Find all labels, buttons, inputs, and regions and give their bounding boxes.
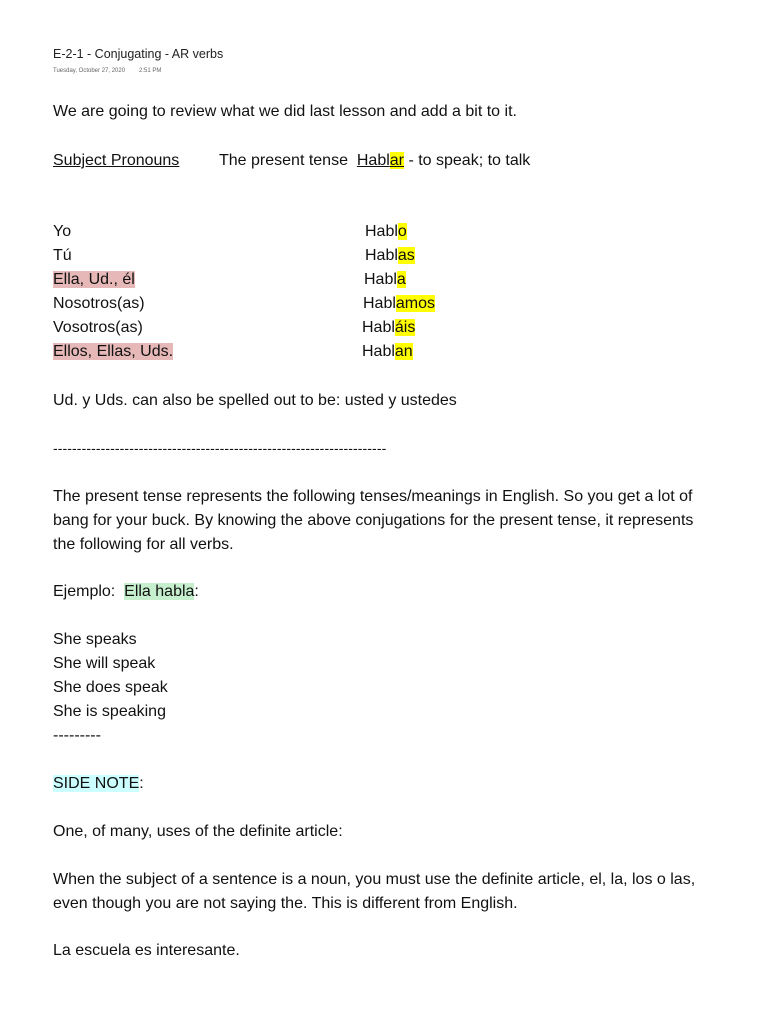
conjugation-yo [365, 222, 407, 242]
example-phrase: Ella habla [124, 583, 195, 600]
conjugation-stem: Habl [362, 343, 395, 360]
meaning-1: She speaks [53, 631, 137, 648]
pronoun-nosotros: Nosotros(as) [53, 295, 145, 312]
conjugation-ending: as [397, 247, 415, 264]
meaning-paragraph-line-1: The present tense represents the following tenses/meanings in English. So you get a lot of [53, 488, 693, 505]
example-line [53, 582, 199, 602]
conjugation-ending: a [396, 271, 406, 288]
meaning-3: She does speak [53, 679, 168, 696]
side-note-heading [53, 774, 144, 794]
conjugation-nosotros [363, 294, 435, 314]
pronoun-ella [53, 270, 135, 290]
conjugation-ending: an [394, 343, 413, 360]
page-date: Tuesday, October 27, 2020 [53, 68, 126, 74]
pronoun-ellos [53, 342, 173, 362]
divider-long: ---------------------------------------------------------------------- [53, 440, 387, 456]
present-tense-heading [219, 151, 530, 171]
verb-infinitive [357, 152, 404, 169]
meaning-2: She will speak [53, 655, 156, 672]
side-note-colon: : [139, 775, 144, 792]
conjugation-tu [365, 246, 415, 266]
subject-pronouns-heading: Subject Pronouns [53, 152, 180, 169]
meaning-4: She is speaking [53, 703, 166, 720]
spelled-out-note: Ud. y Uds. can also be spelled out to be: usted y ustedes [53, 392, 457, 409]
verb-ending: ar [389, 152, 404, 169]
pronoun-vosotros: Vosotros(as) [53, 319, 143, 336]
pronoun-tu: Tú [53, 247, 72, 264]
pronoun-yo: Yo [53, 223, 72, 240]
page-time: 2:51 PM [139, 68, 162, 74]
conjugation-stem: Habl [365, 247, 398, 264]
conjugation-ending: o [397, 223, 407, 240]
conjugation-ellos [362, 342, 413, 362]
example-colon: : [194, 583, 199, 600]
divider-short: --------- [53, 727, 101, 744]
side-note-label: SIDE NOTE [53, 775, 140, 792]
page-title: E-2-1 - Conjugating - AR verbs [53, 47, 224, 61]
meaning-paragraph-line-2: bang for your buck. By knowing the above conjugations for the present tense, it represents [53, 512, 694, 529]
article-intro: One, of many, uses of the definite article: [53, 823, 343, 840]
verb-stem: Habl [356, 152, 390, 169]
article-paragraph-line-2: even though you are not saying the. This is different from English. [53, 895, 518, 912]
page-timestamp [53, 68, 175, 74]
intro-text: We are going to review what we did last lesson and add a bit to it. [53, 103, 517, 120]
verb-meaning: - to speak; to talk [404, 152, 531, 169]
article-paragraph-line-1: When the subject of a sentence is a noun, you must use the definite article, el, la, los o las, [53, 871, 696, 888]
conjugation-vosotros [362, 318, 415, 338]
conjugation-stem: Habl [365, 223, 398, 240]
pronoun-ella-text: Ella, Ud., él [53, 271, 135, 288]
conjugation-stem: Habl [364, 271, 397, 288]
conjugation-ella [364, 270, 406, 290]
example-sentence: La escuela es interesante. [53, 942, 240, 959]
present-tense-label: The present tense [219, 152, 348, 169]
conjugation-ending: áis [394, 319, 416, 336]
conjugation-stem: Habl [363, 295, 396, 312]
example-label: Ejemplo: [53, 583, 125, 600]
conjugation-stem: Habl [362, 319, 395, 336]
pronoun-ellos-text: Ellos, Ellas, Uds. [53, 343, 174, 360]
meaning-paragraph-line-3: the following for all verbs. [53, 536, 234, 553]
conjugation-ending: amos [395, 295, 436, 312]
